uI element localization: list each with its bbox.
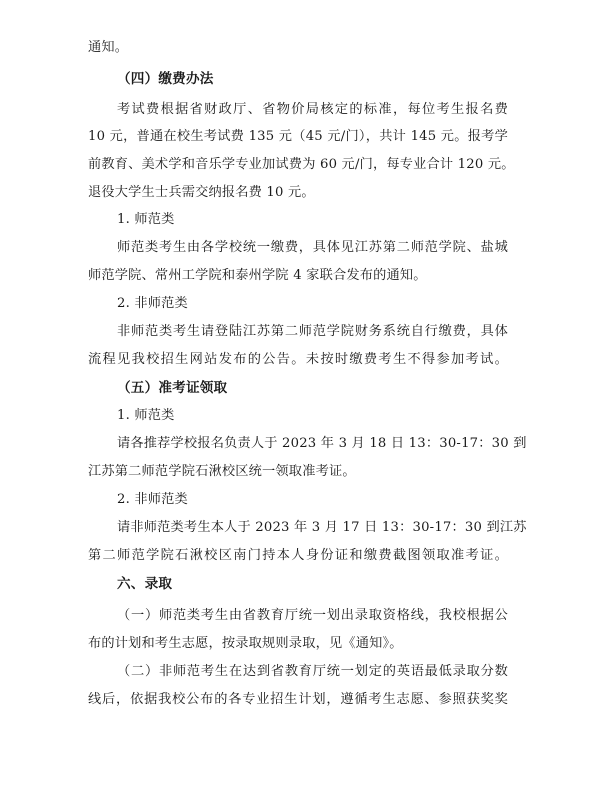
section-heading: （五）准考证领取 [117,380,228,396]
text-line: 师范学院、常州工学院和泰州学院 4 家联合发布的通知。 [88,268,427,283]
sub-heading: 2. 非师范类 [117,296,188,311]
text-line: 10 元，普通在校生考试费 135 元（45 元/门），共计 145 元。报考学 [88,129,508,144]
section-heading: （四）缴费办法 [117,71,214,87]
text-line: 请非师范类考生本人于 2023 年 3 月 17 日 13：30-17：30 到江苏 [117,520,527,535]
sub-heading: 1. 师范类 [117,408,175,423]
text-line: 前教育、美术学和音乐学专业加试费为 60 元/门，每专业合计 120 元。 [88,157,515,172]
text-line: 非师范类考生请登陆江苏第二师范学院财务系统自行缴费，具体 [117,324,508,339]
text-line: （一）师范类考生由省教育厅统一划出录取资格线，我校根据公 [117,608,508,623]
text-line: 流程见我校招生网站发布的公告。未按时缴费考生不得参加考试。 [88,352,508,367]
text-line: 考试费根据省财政厅、省物价局核定的标准，每位考生报名费 [117,102,508,117]
text-line: 师范类考生由各学校统一缴费，具体见江苏第二师范学院、盐城 [117,240,508,255]
sub-heading: 2. 非师范类 [117,492,188,507]
text-line: 第二师范学院石湫校区南门持本人身份证和缴费截图领取准考证。 [88,548,508,563]
text-line: 请各推荐学校报名负责人于 2023 年 3 月 18 日 13：30-17：30 到 [117,436,527,451]
text-line: 江苏第二师范学院石湫校区统一领取准考证。 [88,464,356,479]
text-line: 退役大学生士兵需交纳报名费 10 元。 [88,185,315,200]
sub-heading: 1. 师范类 [117,212,175,227]
section-heading: 六、录取 [117,576,173,592]
text-line: 线后，依据我校公布的各专业招生计划，遵循考生志愿、参照获奖奖 [88,692,508,707]
text-line: （二）非师范考生在达到省教育厅统一划定的英语最低录取分数 [117,664,508,679]
text-line: 布的计划和考生志愿，按录取规则录取，见《通知》。 [88,636,403,651]
text-line: 通知。 [88,40,129,55]
